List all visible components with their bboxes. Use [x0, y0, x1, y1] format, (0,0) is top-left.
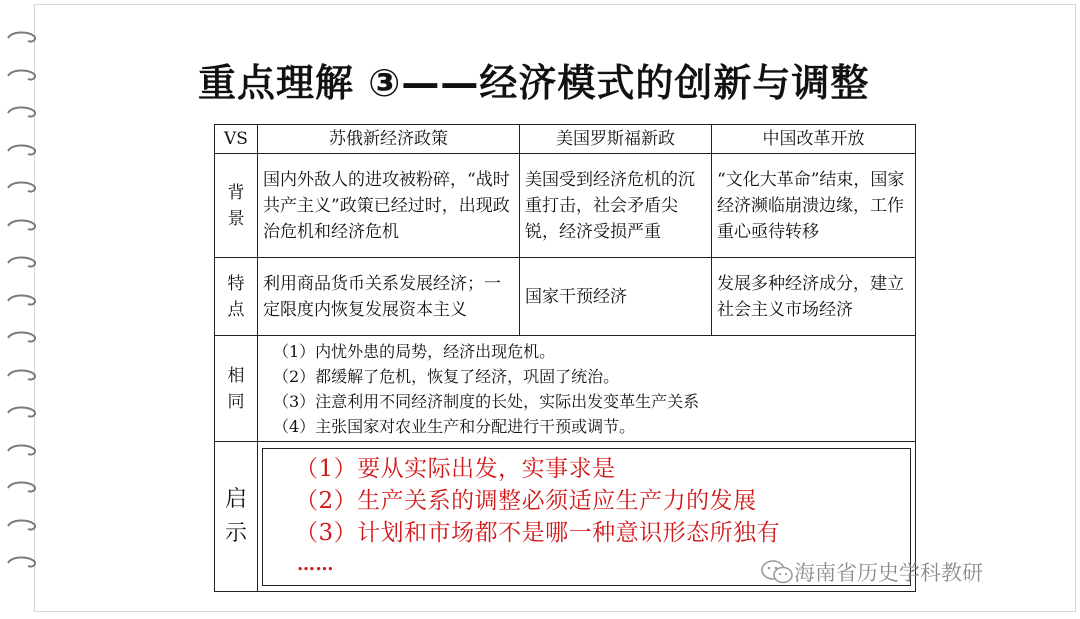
binding-ring-icon	[6, 255, 36, 269]
table-row-common	[215, 336, 916, 442]
cell-soviet-background: 国内外敌人的进攻被粉碎，“战时共产主义”政策已经过时，出现政治危机和经济危机	[258, 154, 520, 258]
binding-ring-icon	[6, 555, 36, 569]
watermark	[760, 558, 983, 586]
cell-usa-background: 美国受到经济危机的沉重打击，社会矛盾尖锐，经济受损严重	[520, 154, 712, 258]
page-title: 重点理解 ③——经济模式的创新与调整	[198, 61, 870, 105]
header-soviet: 苏俄新经济政策	[258, 125, 520, 154]
row-label-inspiration: 启 示	[215, 442, 258, 592]
header-china: 中国改革开放	[712, 125, 916, 154]
common-item: （2）都缓解了危机，恢复了经济，巩固了统治。	[273, 366, 620, 386]
header-usa: 美国罗斯福新政	[520, 125, 712, 154]
binding-ring-icon	[6, 368, 36, 382]
inspiration-item: （3）计划和市场都不是哪一种意识形态所独有	[295, 519, 781, 546]
common-item: （4）主张国家对农业生产和分配进行干预或调节。	[273, 416, 636, 436]
binding-ring-icon	[6, 218, 36, 232]
cell-china-background: “文化大革命”结束，国家经济濒临崩溃边缘，工作重心亟待转移	[712, 154, 916, 258]
binding-ring-icon	[6, 68, 36, 82]
binding-ring-icon	[6, 143, 36, 157]
row-label-background: 背 景	[215, 154, 258, 258]
row-label-common: 相 同	[215, 336, 258, 442]
binding-ring-icon	[6, 330, 36, 344]
cell-usa-features: 国家干预经济	[520, 258, 712, 336]
watermark-text: 海南省历史学科教研	[794, 561, 983, 585]
cell-china-features: 发展多种经济成分，建立社会主义市场经济	[712, 258, 916, 336]
table-header-row	[215, 125, 916, 154]
binding-ring-icon	[6, 518, 36, 532]
common-item: （3）注意利用不同经济制度的长处，实际出发变革生产关系	[273, 391, 700, 411]
table-row-background	[215, 154, 916, 258]
inspiration-item: （1）要从实际出发，实事求是	[295, 455, 616, 482]
common-item: （1）内忧外患的局势，经济出现危机。	[273, 341, 556, 361]
binding-ring-icon	[6, 180, 36, 194]
cell-common	[258, 336, 916, 442]
binding-ring-icon	[6, 480, 36, 494]
comparison-table	[214, 124, 916, 592]
binding-ring-icon	[6, 405, 36, 419]
binding-ring-icon	[6, 30, 36, 44]
binding-ring-icon	[6, 443, 36, 457]
cell-soviet-features: 利用商品货币关系发展经济；一定限度内恢复发展资本主义	[258, 258, 520, 336]
inspiration-ellipsis: ……	[297, 553, 334, 575]
binding-ring-icon	[6, 293, 36, 307]
row-label-features: 特 点	[215, 258, 258, 336]
wechat-icon	[760, 559, 794, 585]
header-vs: VS	[215, 125, 258, 154]
table-row-features	[215, 258, 916, 336]
binding-ring-icon	[6, 105, 36, 119]
inspiration-item: （2）生产关系的调整必须适应生产力的发展	[295, 487, 757, 514]
